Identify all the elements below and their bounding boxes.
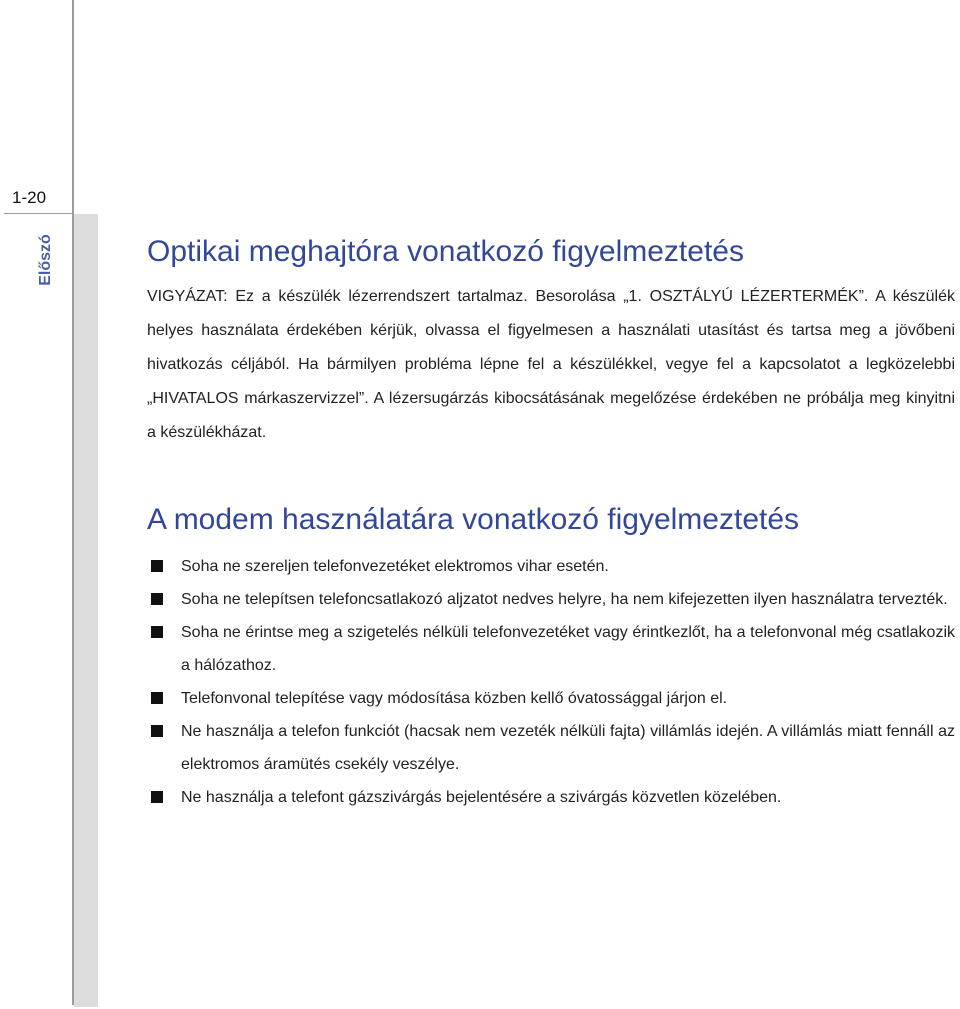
page-number-rule: [4, 213, 74, 214]
bullet-square-icon: [151, 593, 163, 605]
list-item-text: Ne használja a telefont gázszivárgás bejelentésére a szivárgás közvetlen közelében.: [181, 789, 782, 806]
list-item: [147, 583, 955, 616]
bullet-square-icon: [151, 791, 163, 803]
page-number: 1-20: [12, 188, 47, 207]
list-item-text: Soha ne telepítsen telefoncsatlakozó aljzatot nedves helyre, ha nem kifejezetten ilyen használatra tervezték.: [181, 591, 948, 608]
modem-heading: A modem használatára vonatkozó figyelmeztetés: [147, 503, 800, 536]
list-item: [147, 715, 955, 781]
list-item: [147, 616, 955, 682]
optical-drive-heading: Optikai meghajtóra vonatkozó figyelmeztetés: [147, 235, 744, 268]
list-item: [147, 550, 955, 583]
chapter-label: Előszó: [37, 234, 54, 286]
side-band: [74, 214, 98, 1007]
bullet-square-icon: [151, 626, 163, 638]
bullet-square-icon: [151, 560, 163, 572]
list-item: [147, 682, 955, 715]
optical-warning-paragraph: VIGYÁZAT: Ez a készülék lézerrendszert tartalmaz. Besorolása „1. OSZTÁLYÚ LÉZERTERMÉK”. A készülék helyes használata érdekében kérjük, olvassa el figyelmesen a használati utasítást és tartsa meg a jövőbeni hivatkozás céljából. Ha bármilyen probléma lépne fel a készülékkel, vegye fel a kapcsolatot a legközelebbi „HIVATALOS márkaszervizzel”. A lézersugárzás kibocsátásának megelőzése érdekében ne próbálja meg kinyitni a készülékházat.: [147, 288, 955, 441]
modem-bullet-list: [147, 550, 955, 814]
list-item-text: Ne használja a telefon funkciót (hacsak nem vezeték nélküli fajta) villámlás idején. A villámlás miatt fennáll az elektromos áramütés csekély veszélye.: [181, 723, 955, 773]
list-item-text: Telefonvonal telepítése vagy módosítása közben kellő óvatossággal járjon el.: [181, 690, 728, 707]
list-item-text: Soha ne szereljen telefonvezetéket elektromos vihar esetén.: [181, 558, 609, 575]
page-content: [147, 232, 955, 814]
list-item: [147, 781, 955, 814]
list-item-text: Soha ne érintse meg a szigetelés nélküli telefonvezetéket vagy érintkezlőt, ha a telefonvonal még csatlakozik a hálózathoz.: [181, 624, 955, 674]
chapter-tab: [34, 224, 58, 296]
bullet-square-icon: [151, 692, 163, 704]
optical-warning-block: [147, 280, 955, 450]
bullet-square-icon: [151, 725, 163, 737]
